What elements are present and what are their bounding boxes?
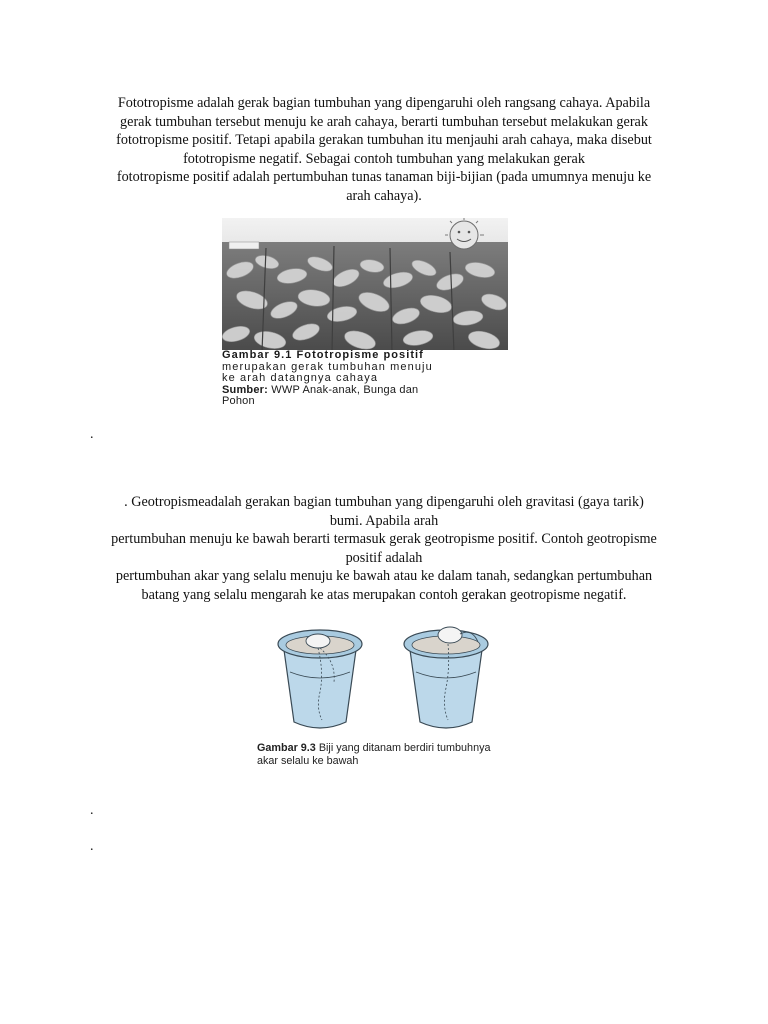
source-text: WWP Anak-anak, Bunga dan	[271, 383, 419, 396]
paragraph-geotropism	[88, 493, 680, 604]
figure-geotropism	[250, 622, 512, 778]
figure-label: Gambar 9.1	[222, 349, 293, 361]
text-line: gerak tumbuhan tersebut menuju ke arah cahaya, berarti tumbuhan tersebut melakukan gerak	[120, 113, 648, 130]
source-text: Pohon	[222, 395, 255, 407]
caption-text: Fototropisme positif	[296, 349, 424, 361]
text-line: batang yang selalu mengarah ke atas merupakan contoh gerakan geotropisme negatif.	[141, 586, 627, 603]
plant-pot-icon	[404, 627, 488, 728]
pots-illustration	[250, 622, 512, 738]
paragraph-phototropism	[88, 94, 680, 205]
figure-caption	[257, 742, 519, 768]
text-line: positif adalah	[345, 549, 423, 566]
figure-label: Gambar 9.3	[257, 742, 316, 754]
source-label: Sumber:	[222, 383, 269, 396]
caption-text: akar selalu ke bawah	[257, 755, 359, 767]
figure-phototropism	[222, 218, 508, 406]
text-line: Fototropisme adalah gerak bagian tumbuhan yang dipengaruhi oleh rangsang cahaya. Apabila	[117, 95, 651, 111]
plant-pot-icon	[278, 630, 362, 728]
stray-dot: .	[90, 427, 94, 442]
text-line: fototropisme positif adalah pertumbuhan tunas tanaman biji-bijian (pada umumnya menuju ke	[116, 169, 652, 185]
text-line: pertumbuhan akar yang selalu menuju ke bawah atau ke dalam tanah, sedangkan pertumbuhan	[115, 568, 653, 584]
stray-dot: .	[90, 839, 94, 854]
text-line: bumi. Apabila arah	[329, 512, 439, 529]
figure-caption	[222, 350, 508, 406]
text-line: fototropisme positif. Tetapi apabila gerakan tumbuhan itu menjauhi arah cahaya, maka disebut	[116, 132, 652, 148]
text-line: arah cahaya).	[346, 187, 422, 204]
text-line: . Geotropismeadalah gerakan bagian tumbuhan yang dipengaruhi oleh gravitasi (gaya tarik)	[124, 494, 644, 510]
text-line: pertumbuhan menuju ke bawah berarti termasuk gerak geotropisme positif. Contoh geotropisme	[111, 531, 657, 547]
sunflower-photo	[222, 218, 508, 352]
stray-dot: .	[90, 803, 94, 818]
caption-text: ke arah datangnya cahaya	[222, 372, 379, 384]
caption-text: Biji yang ditanam berdiri tumbuhnya	[318, 742, 491, 754]
caption-text: merupakan gerak tumbuhan menuju	[222, 360, 433, 373]
text-line: fototropisme negatif. Sebagai contoh tumbuhan yang melakukan gerak	[183, 150, 585, 167]
